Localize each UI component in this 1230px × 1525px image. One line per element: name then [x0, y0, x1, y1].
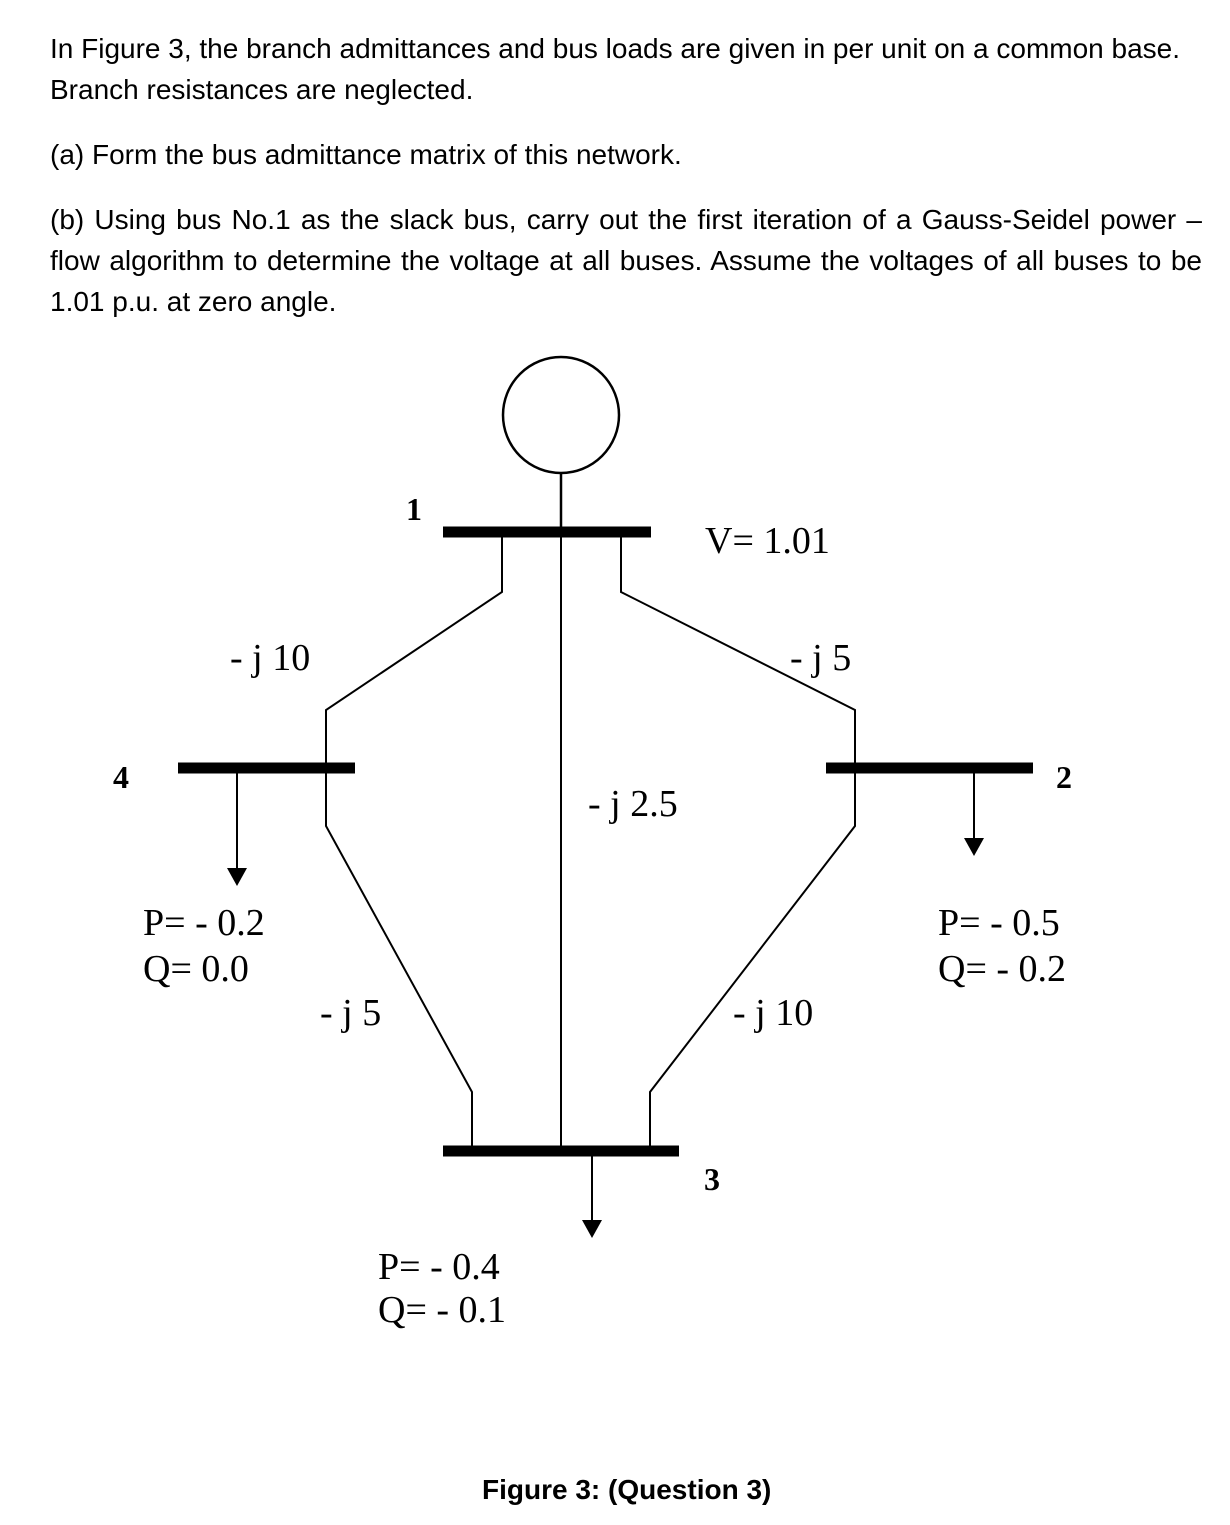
bus-3-load-arrow	[582, 1156, 602, 1238]
branch-1-3-admittance: - j 2.5	[588, 783, 678, 825]
bus-3-load-q: Q= - 0.1	[378, 1289, 507, 1331]
figure-caption: Figure 3: (Question 3)	[482, 1474, 772, 1505]
branch-4-3-line	[326, 768, 472, 1151]
branch-4-3-admittance: - j 5	[320, 992, 382, 1034]
branch-1-2-admittance: - j 5	[790, 637, 852, 679]
question-part-a: (a) Form the bus admittance matrix of this network.	[50, 139, 682, 170]
bus-2-load-q: Q= - 0.2	[938, 948, 1067, 990]
bus-1-label: 1	[406, 491, 422, 527]
branch-2-3-admittance: - j 10	[733, 992, 814, 1034]
bus-4-load-q: Q= 0.0	[143, 948, 249, 990]
bus-4-label: 4	[113, 759, 129, 795]
generator-icon	[503, 357, 619, 473]
bus-2-load-p: P= - 0.5	[938, 902, 1060, 944]
bus-3-label: 3	[704, 1161, 720, 1197]
question-part-b: (b) Using bus No.1 as the slack bus, carry out the first iteration of a Gauss-Seidel power – flow algorithm to determine the voltage at all buses. Assume the voltages of all buses to be 1.01 p.u. at zero angle.	[50, 204, 1202, 317]
bus-4-load-arrow	[227, 773, 247, 886]
bus-1-voltage-label: V= 1.01	[705, 520, 830, 562]
branch-1-4-line	[326, 532, 502, 768]
branch-1-4-admittance: - j 10	[230, 637, 311, 679]
bus-3-load-p: P= - 0.4	[378, 1246, 500, 1288]
question-intro: In Figure 3, the branch admittances and bus loads are given in per unit on a common base. Branch resistances are neglected.	[50, 33, 1181, 105]
bus-4-load-p: P= - 0.2	[143, 902, 265, 944]
bus-2-label: 2	[1056, 759, 1072, 795]
branch-2-3-line	[650, 768, 855, 1151]
bus-2-load-arrow	[964, 773, 984, 856]
